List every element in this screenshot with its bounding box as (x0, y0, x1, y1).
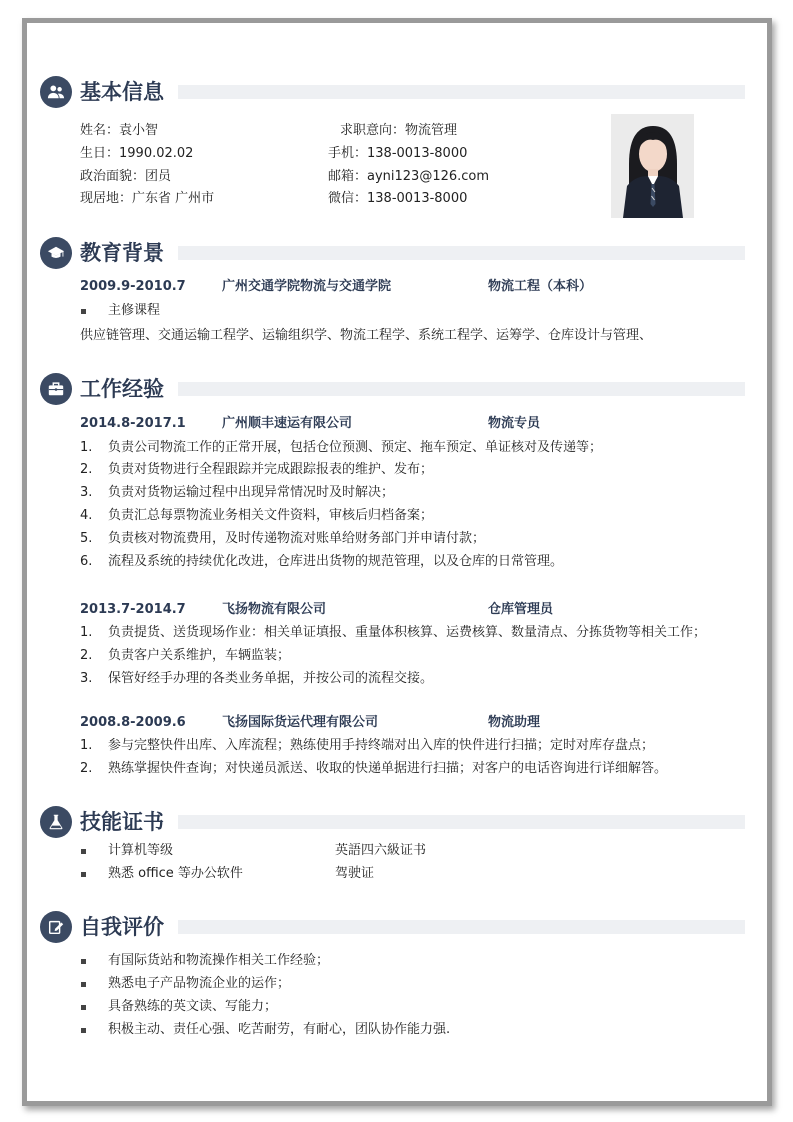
job-company: 广州顺丰速运有限公司 (222, 416, 353, 431)
intention-field: 求职意向：物流管理 (340, 123, 458, 138)
duty-item: 负责对货物运输过程中出现异常情况时及时解决； (108, 485, 395, 500)
section-education (40, 237, 745, 269)
job-company: 飞扬物流有限公司 (222, 602, 327, 617)
duty-item: 熟练掌握快件查询；对快递员派送、收取的快递单据进行扫描；对客户的电话咨询进行详细解答。 (108, 761, 668, 776)
self-eval-item: 具备熟练的英文读、写能力； (108, 999, 278, 1014)
duty-item: 负责公司物流工作的正常开展，包括仓位预测、预定、拖车预定、单证核对及传递等； (108, 440, 603, 455)
list-number: 3. (80, 485, 93, 500)
section-divider (178, 246, 745, 260)
self-eval-item: 熟悉电子产品物流企业的运作； (108, 976, 291, 991)
bullet-square (81, 982, 86, 987)
duty-item: 负责对货物进行全程跟踪并完成跟踪报表的维护、发布； (108, 462, 434, 477)
birth-field: 生日：1990.02.02 (80, 146, 194, 161)
users-icon (40, 76, 72, 108)
list-number: 3. (80, 671, 93, 686)
job-period: 2014.8-2017.1 (80, 416, 186, 431)
list-number: 5. (80, 531, 93, 546)
list-number: 1. (80, 440, 93, 455)
list-number: 2. (80, 462, 93, 477)
graduation-cap-icon (40, 237, 72, 269)
list-number: 1. (80, 738, 93, 753)
edit-icon (40, 911, 72, 943)
duty-item: 负责客户关系维护，车辆监装； (108, 648, 291, 663)
residence-field: 现居地：广东省 广州市 (80, 191, 215, 206)
section-divider (178, 85, 745, 99)
duty-item: 负责核对物流费用，及时传递物流对账单给财务部门并申请付款； (108, 531, 486, 546)
bullet-square (81, 959, 86, 964)
section-self-evaluation (40, 911, 745, 943)
list-number: 2. (80, 761, 93, 776)
section-title: 工作经验 (80, 377, 164, 401)
section-title: 自我评价 (80, 915, 164, 939)
duty-item: 保管好经手办理的各类业务单据，并按公司的流程交接。 (108, 671, 434, 686)
job-position: 物流专员 (488, 416, 541, 431)
section-work (40, 373, 745, 405)
section-title: 技能证书 (80, 810, 164, 834)
skill-item: 英語四六級证书 (335, 843, 427, 858)
duty-item: 流程及系统的持续优化改进，仓库进出货物的规范管理，以及仓库的日常管理。 (108, 554, 564, 569)
courses-list: 供应链管理、交通运输工程学、运输组织学、物流工程学、系统工程学、运筹学、仓库设计与管理、 (80, 328, 653, 343)
list-number: 6. (80, 554, 93, 569)
skill-item: 驾驶证 (335, 866, 375, 881)
profile-photo (611, 114, 694, 218)
self-eval-item: 积极主动、责任心强、吃苦耐劳，有耐心，团队协作能力强. (108, 1022, 451, 1037)
bullet-square (81, 309, 86, 314)
bullet-square (81, 872, 86, 877)
duty-item: 负责汇总每票物流业务相关文件资料，审核后归档备案； (108, 508, 434, 523)
name-field: 姓名：袁小智 (80, 123, 159, 138)
section-title: 教育背景 (80, 241, 164, 265)
list-number: 1. (80, 625, 93, 640)
courses-label: 主修课程 (108, 303, 161, 318)
skill-item: 熟悉 office 等办公软件 (108, 866, 243, 881)
section-divider (178, 920, 745, 934)
section-basic-info (40, 76, 745, 108)
duty-item: 负责提货、送货现场作业：相关单证填报、重量体积核算、运费核算、数量清点、分拣货物等相关工作； (108, 625, 707, 640)
political-field: 政治面貌：团员 (80, 169, 172, 184)
list-number: 2. (80, 648, 93, 663)
briefcase-icon (40, 373, 72, 405)
bullet-square (81, 1028, 86, 1033)
education-major: 物流工程（本科） (488, 279, 593, 294)
job-period: 2008.8-2009.6 (80, 715, 186, 730)
job-position: 仓库管理员 (488, 602, 554, 617)
education-period: 2009.9-2010.7 (80, 279, 186, 294)
self-eval-item: 有国际货站和物流操作相关工作经验； (108, 953, 330, 968)
wechat-field: 微信：138-0013-8000 (328, 191, 468, 206)
list-number: 4. (80, 508, 93, 523)
flask-icon (40, 806, 72, 838)
skill-item: 计算机等级 (108, 843, 174, 858)
job-period: 2013.7-2014.7 (80, 602, 186, 617)
education-school: 广州交通学院物流与交通学院 (222, 279, 392, 294)
email-field: 邮箱：ayni123@126.com (328, 169, 490, 184)
section-title: 基本信息 (80, 80, 164, 104)
job-position: 物流助理 (488, 715, 541, 730)
section-divider (178, 815, 745, 829)
duty-item: 参与完整快件出库、入库流程；熟练使用手持终端对出入库的快件进行扫描；定时对库存盘点； (108, 738, 655, 753)
job-company: 飞扬国际货运代理有限公司 (222, 715, 379, 730)
section-skills (40, 806, 745, 838)
bullet-square (81, 849, 86, 854)
bullet-square (81, 1005, 86, 1010)
section-divider (178, 382, 745, 396)
phone-field: 手机：138-0013-8000 (328, 146, 468, 161)
